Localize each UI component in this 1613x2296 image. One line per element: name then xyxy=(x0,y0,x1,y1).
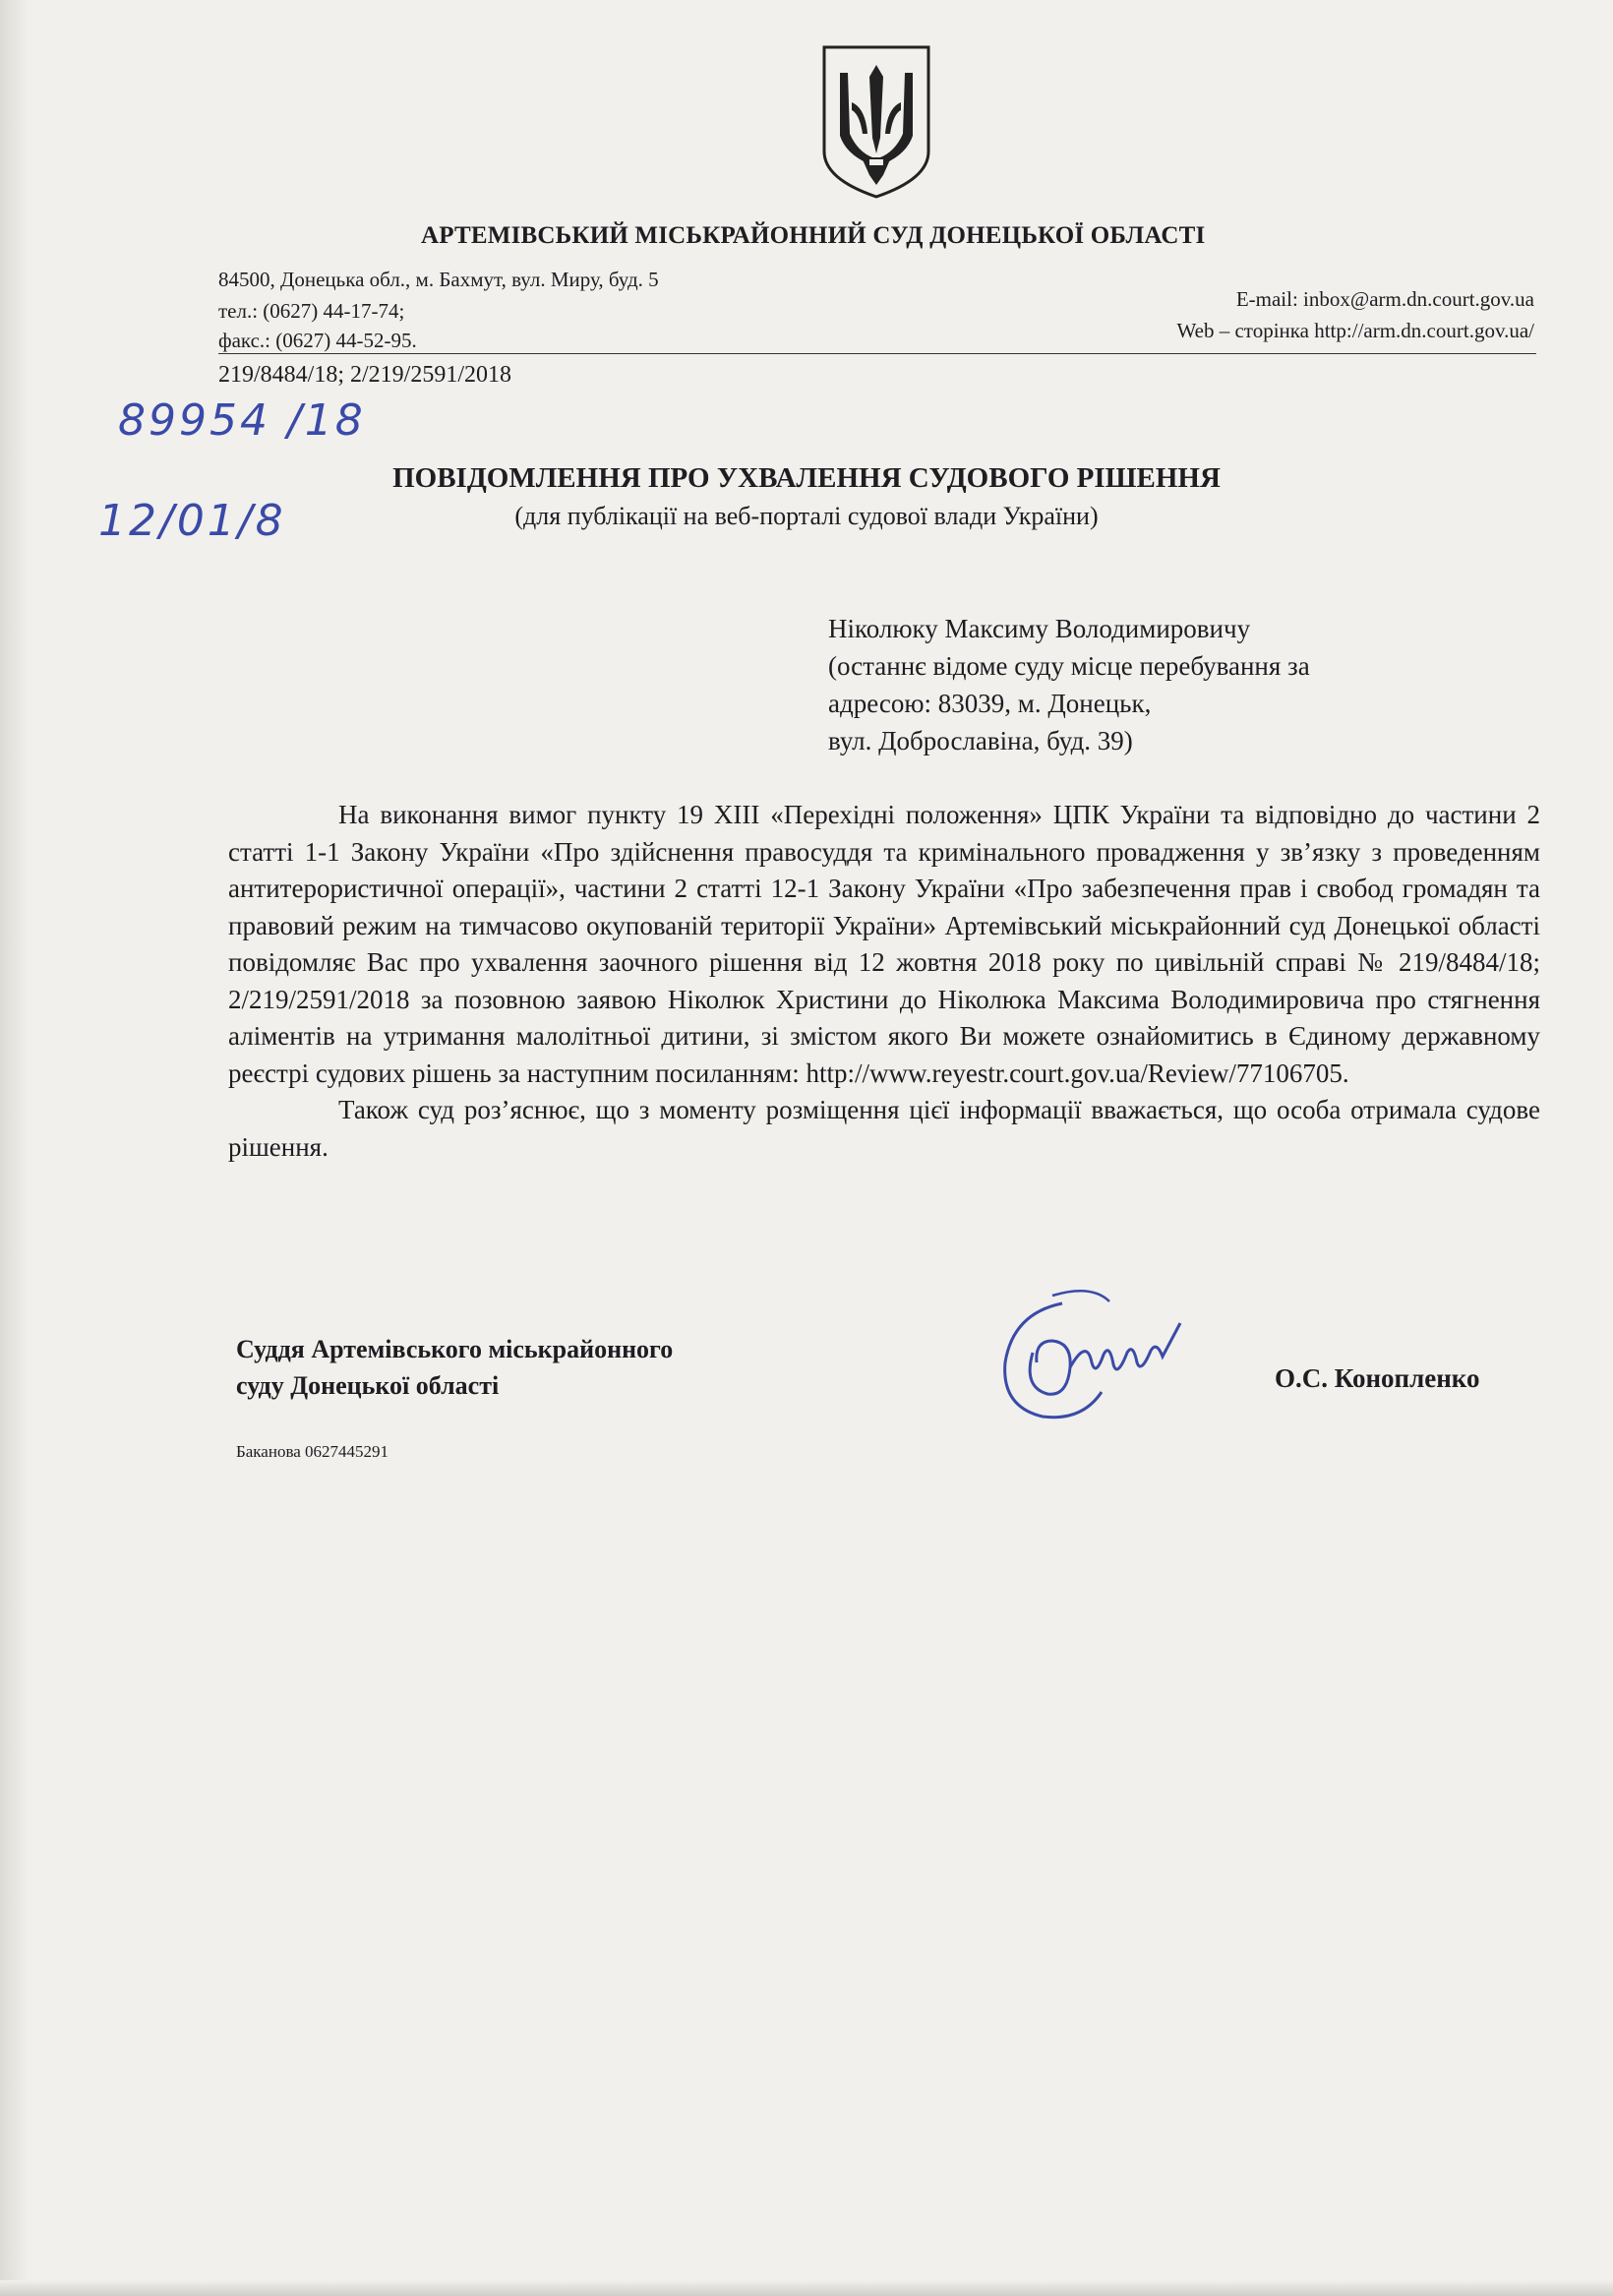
document-subtitle: (для публікації на веб-порталі судової влади України) xyxy=(514,502,1099,530)
recipient-address-line: адресою: 83039, м. Донецьк, xyxy=(828,689,1152,718)
notice-body xyxy=(228,797,1540,1166)
body-paragraph: На виконання вимог пункту 19 XIII «Перехідні положення» ЦПК України та відповідно до частини 2 статті 1-1 Закону України «Про здійснення правосуддя та кримінального провадження у зв’язку з проведенням антитерористичної операції», частини 2 статті 12-1 Закону України «Про забезпечення прав і свобод громадян та правовий режим на тимчасово окупованій території України» Артемівський міськрайонний суд Донецької області повідомляє Вас про ухвалення заочного рішення від 12 жовтня 2018 року по цивільній справі № 219/8484/18; 2/219/2591/2018 за позовною заявою Ніколюк Христини до Ніколюка Максима Володимировича про стягнення аліментів на утримання малолітньої дитини, зі змістом якого Ви можете ознайомитись в Єдиному державному реєстрі судових рішень за наступним посиланням: http://www.reyestr.court.gov.ua/Review/77106705. xyxy=(228,800,1540,1088)
coat-of-arms-icon xyxy=(818,43,934,201)
judge-position-line: Суддя Артемівського міськрайонного xyxy=(236,1335,674,1363)
court-website: Web – сторінка http://arm.dn.court.gov.ua/ xyxy=(1176,319,1534,342)
document-title: ПОВІДОМЛЕННЯ ПРО УХВАЛЕННЯ СУДОВОГО РІШЕННЯ xyxy=(392,462,1221,494)
handwritten-date: 12/01/8 xyxy=(98,496,286,546)
recipient-block xyxy=(828,610,1517,759)
clerk-contact: Баканова 0627445291 xyxy=(236,1442,389,1461)
recipient-name: Ніколюку Максиму Володимировичу xyxy=(828,614,1251,643)
judge-name: О.С. Конопленко xyxy=(1275,1363,1480,1393)
scan-edge xyxy=(0,0,30,2296)
handwritten-incoming-number: 89954 /18 xyxy=(118,395,366,446)
judge-position-line: суду Донецької області xyxy=(236,1371,500,1400)
judge-position xyxy=(236,1331,826,1404)
scan-bottom-edge xyxy=(0,2280,1613,2296)
recipient-address-line: (останнє відоме суду місце перебування за xyxy=(828,651,1310,681)
court-name: АРТЕМІВСЬКИЙ МІСЬКРАЙОННИЙ СУД ДОНЕЦЬКОЇ ОБЛАСТІ xyxy=(421,222,1206,249)
court-fax: факс.: (0627) 44-52-95. xyxy=(218,329,417,352)
court-email: E-mail: inbox@arm.dn.court.gov.ua xyxy=(1235,287,1534,311)
letterhead-divider xyxy=(218,353,1536,354)
body-paragraph: Також суд роз’яснює, що з моменту розміщення цієї інформації вважається, що особа отримала судове рішення. xyxy=(228,1095,1540,1162)
court-address: 84500, Донецька обл., м. Бахмут, вул. Миру, буд. 5 xyxy=(218,268,659,291)
handwritten-signature xyxy=(993,1284,1200,1431)
case-numbers: 219/8484/18; 2/219/2591/2018 xyxy=(218,362,512,388)
court-phone: тел.: (0627) 44-17-74; xyxy=(218,299,405,323)
recipient-address-line: вул. Доброславіна, буд. 39) xyxy=(828,726,1133,755)
